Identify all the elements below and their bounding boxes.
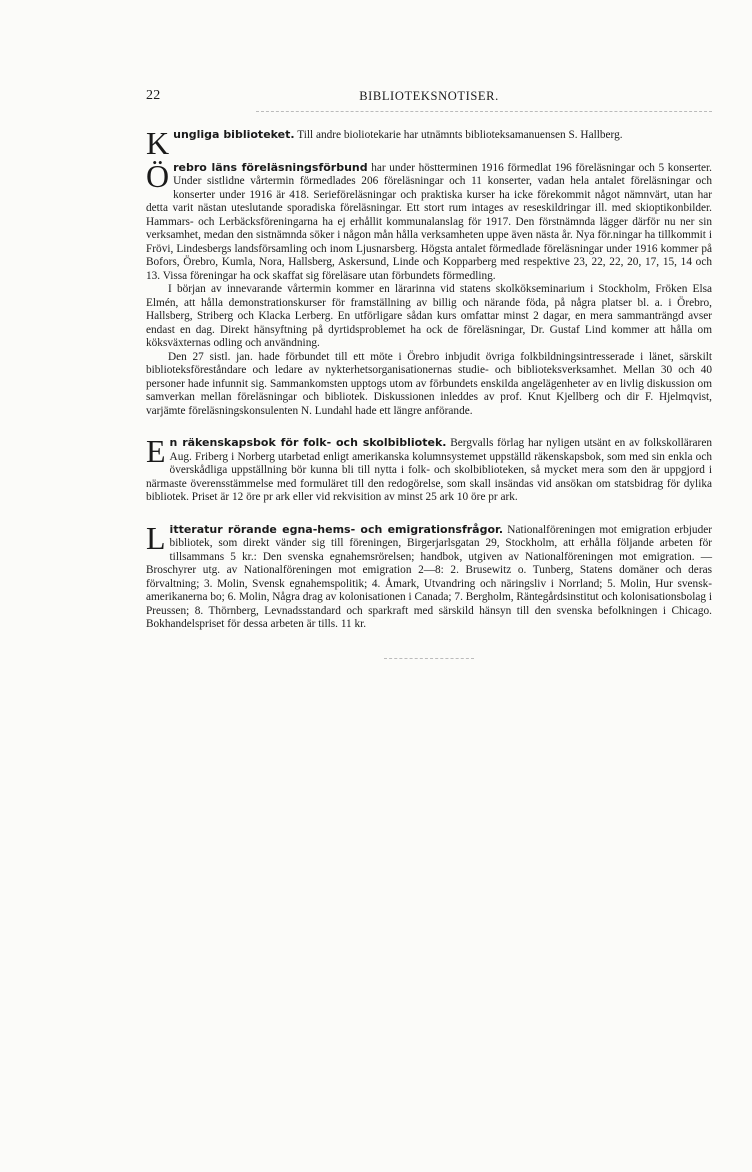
- dropcap: Ö: [146, 157, 170, 194]
- dropcap: L: [146, 519, 166, 556]
- section-body: Bergvalls förlag har nyligen utsänt en av folkskolläraren Aug. Friberg i Norberg utarbetad enligt amerikanska kolumnsystemet uppställd räkenskapsbok, som med sin enkla och överskådliga uppställning bör kunna bli till nytta i folk- och skolbiblioteken, så mycket mera som den är uppgjord i närmaste överensstämmelse med formuläret till den redogörelse, som skall insändas vid ansökan om statsbidrag för dylika bibliotek. Priset är 12 öre pr ark eller vid rekvisition av minst 25 ark 10 öre pr ark.: [146, 437, 712, 503]
- section-heading: n räkenskapsbok för folk- och skolbibliotek.: [169, 436, 447, 449]
- page-number: 22: [146, 88, 161, 103]
- header-rule: [256, 111, 712, 112]
- section-rakenskapsbok: [146, 433, 712, 505]
- running-title: BIBLIOTEKSNOTISER.: [359, 89, 499, 103]
- section-orebro-forelasningsforbund: [146, 157, 712, 419]
- section-kungliga-biblioteket: [146, 125, 712, 161]
- end-rule: [384, 658, 474, 659]
- page-header: [146, 88, 712, 108]
- paragraph: I början av innevarande vårtermin kommer en lärarinna vid statens skolkökseminarium i Stockholm, Fröken Elsa Elmén, att hålla demonstrationskurser för framställning av billig och närande föda, på några platser bl. a. i Örebro, Hallsberg, Striberg och Klacka Lerberg. En utförligare sådan kurs omfattar minst 2 dagar, en mera sammanträngd avser endast en dag. Direkt hänsyftning på dyrtidsproblemet ha ock de föreläsningar, Dr. Gustaf Lind kommer att hålla om köksväxternas odling och användning.: [146, 283, 712, 349]
- page: [146, 88, 712, 659]
- section-body: Till andre bioliotekarie har utnämnts biblioteksamanuensen S. Hallberg.: [294, 129, 623, 141]
- paragraph: Den 27 sistl. jan. hade förbundet till ett möte i Örebro inbjudit övriga folkbildningsintresserade i länet, särskilt biblioteksföreståndare och ledare av nykterhetsorganisationernas studie- och biblioteksverksamhet. Mellan 30 och 40 personer hade infunnit sig. Sammankomsten upptogs utom av förbundets enskilda angelägenheter av en livlig diskussion om samverkan mellan föreläsningar och bibliotek. Diskussionen inleddes av prof. Knut Kjellberg och dir F. Hjelmqvist, varjämte föreläsningskonsulenten N. Lundahl hade ett längre anförande.: [146, 350, 712, 417]
- section-body: Nationalföreningen mot emigration erbjuder bibliotek, som direkt vänder sig till föreningen, Birgerjarlsgatan 29, Stockholm, att erhålla följande arbeten för tillsammans 5 kr.: Den svenska egnahemsrörelsen; handbok, utgiven av Nationalföreningen mot emigration. — Broschyrer utg. av Nationalföreningen mot emigration 2—8: 2. Brusewitz o. Tunberg, Statens domäner och deras förvaltning; 3. Molin, Svensk egnahemspolitik; 4. Åmark, Utvandring och näringsliv i Norrland; 5. Molin, Hur svensk-amerikanerna bo; 6. Molin, Några drag av kolonisationen i Canada; 7. Bergholm, Räntegårdsinstitut och kolonisationsbolag i Preussen; 8. Thörnberg, Levnadsstandard och sparkraft med särskild hänsyn till den svenska befolkningen i Chicago. Bokhandelspriset för dessa arbeten är tills. 11 kr.: [146, 523, 712, 630]
- section-heading: ungliga biblioteket.: [173, 128, 295, 141]
- section-heading: rebro läns föreläsningsförbund: [173, 160, 368, 174]
- section-litteratur-egna-hems: [146, 519, 712, 632]
- dropcap: K: [146, 125, 170, 161]
- section-heading: itteratur rörande egna-hems- och emigrationsfrågor.: [169, 522, 504, 536]
- dropcap: E: [146, 433, 166, 469]
- section-body: har under höstterminen 1916 förmedlat 196 föreläsningar och 5 konserter. Under sistlidne vårtermin förmedlades 206 föreläsningar och 11 konserter, vadan hela antalet föreläsningar och konserter under 1916 är 418. Serieföreläsningar och praktiska kurser ha icke förekommit något nämnvärt, utan har detta varit nästan uteslutande sporadiska föreläsningar. Ett stort rum intages av reseskildringar ill. med skioptikonbilder. Hammars- och Lerbäcksföreningarna ha ej erhållit kommunalanslag för 1917. Den förstnämnda lägger därför nu ner sin verksamhet, medan den sistnämnda söker i någon mån hålla verksamheten uppe även nästa år. Nya för.ningar ha tillkommit i Frövi, Lindesbergs landsförsamling och inom Ljusnarsberg. Högsta antalet förmedlade föreläsningar under 1916 kommer på Bofors, Örebro, Kumla, Nora, Hallsberg, Askersund, Linde och Kopparberg med respektive 23, 22, 22, 20, 17, 15, 14 och 13. Vissa föreningar ha ock skaffat sig föreläsare utan förbundets förmedling.: [146, 161, 712, 282]
